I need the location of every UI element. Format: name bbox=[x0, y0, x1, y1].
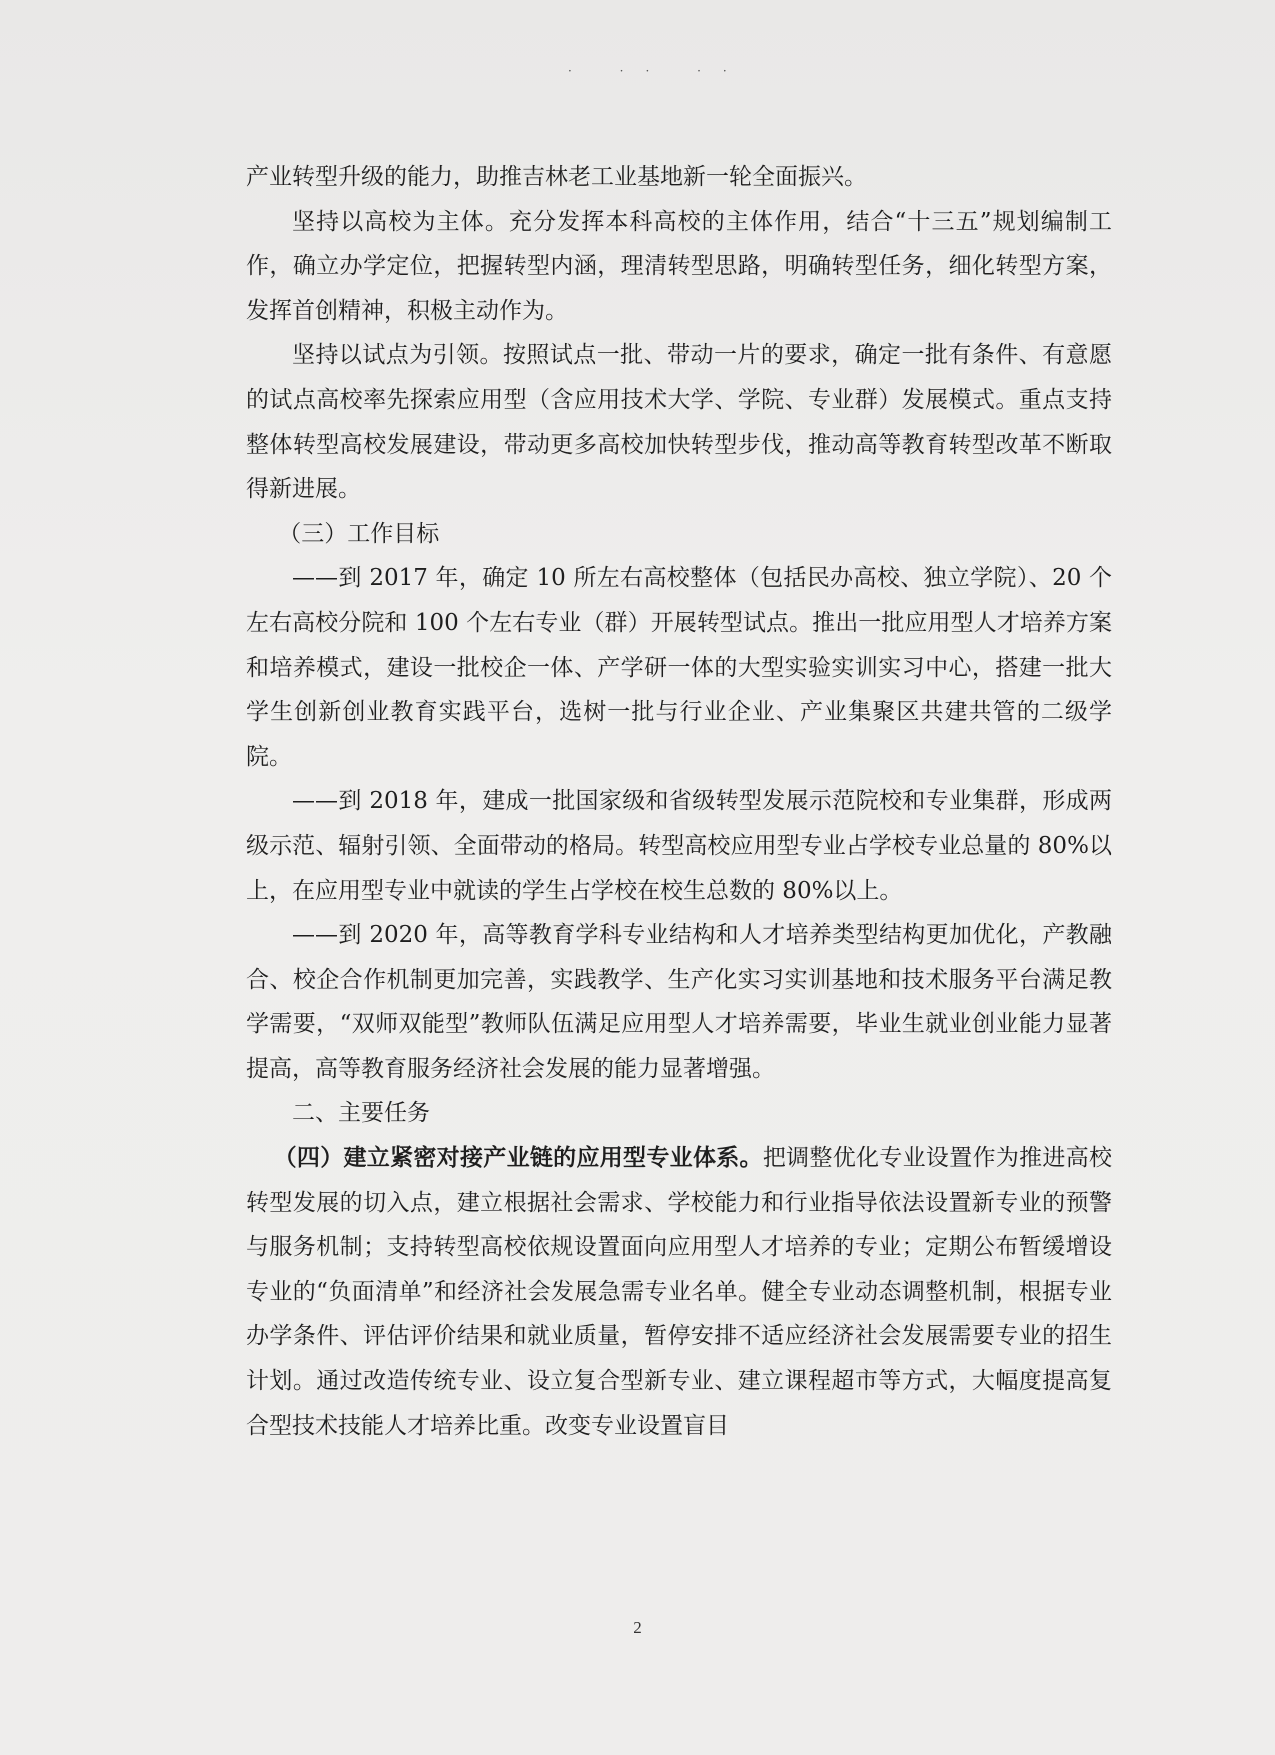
paragraph-goal-2017: ——到 2017 年，确定 10 所左右高校整体（包括民办高校、独立学院）、20 个左右高校分院和 100 个左右专业（群）开展转型试点。推出一批应用型人才培养方案和培养模式，建设一批校企一体、产学研一体的大型实验实训实习中心，搭建一批大学生创新创业教育实践平台，选树一批与行业企业、产业集聚区共建共管的二级学院。 bbox=[246, 565, 1112, 770]
page-number: 2 bbox=[633, 1618, 642, 1637]
paragraph-3: 坚持以试点为引领。按照试点一批、带动一片的要求，确定一批有条件、有意愿的试点高校率先探索应用型（含应用技术大学、学院、专业群）发展模式。重点支持整体转型高校发展建设，带动更多高校加快转型步伐，推动高等教育转型改革不断取得新进展。 bbox=[246, 342, 1112, 503]
section-heading-goals: （三）工作目标 bbox=[278, 520, 440, 547]
body-text bbox=[246, 155, 1112, 1448]
paragraph-2: 坚持以高校为主体。充分发挥本科高校的主体作用，结合“十三五”规划编制工作，确立办学定位，把握转型内涵，理清转型思路，明确转型任务，细化转型方案，发挥首创精神，积极主动作为。 bbox=[246, 208, 1112, 324]
task-4-lead: （四）建立紧密对接产业链的应用型专业体系。 bbox=[273, 1144, 763, 1172]
paragraph-goal-2018: ——到 2018 年，建成一批国家级和省级转型发展示范院校和专业集群，形成两级示范、辐射引领、全面带动的格局。转型高校应用型专业占学校专业总量的 80%以上，在应用型专业中就读的学生占学校在校生总数的 80%以上。 bbox=[246, 788, 1112, 904]
task-4-body: 把调整优化专业设置作为推进高校转型发展的切入点，建立根据社会需求、学校能力和行业指导依法设置新专业的预警与服务机制；支持转型高校依规设置面向应用型人才培养的专业；定期公布暂缓增设专业的“负面清单”和经济社会发展急需专业名单。健全专业动态调整机制，根据专业办学条件、评估评价结果和就业质量，暂停安排不适应经济社会发展需要专业的招生计划。通过改造传统专业、设立复合型新专业、建立课程超市等方式，大幅度提高复合型技术技能人才培养比重。改变专业设置盲目 bbox=[246, 1145, 1113, 1439]
paragraph-1: 产业转型升级的能力，助推吉林老工业基地新一轮全面振兴。 bbox=[246, 164, 867, 190]
section-heading-tasks: 二、主要任务 bbox=[292, 1100, 430, 1127]
paragraph-goal-2020: ——到 2020 年，高等教育学科专业结构和人才培养类型结构更加优化，产教融合、校企合作机制更加完善，实践教学、生产化实习实训基地和技术服务平台满足教学需要，“双师双能型”教师队伍满足应用型人才培养需要，毕业生就业创业能力显著提高，高等教育服务经济社会发展的能力显著增强。 bbox=[246, 922, 1112, 1082]
scan-marks: · ·· ·· bbox=[568, 64, 749, 78]
paragraph-task-4 bbox=[246, 1136, 1112, 1448]
